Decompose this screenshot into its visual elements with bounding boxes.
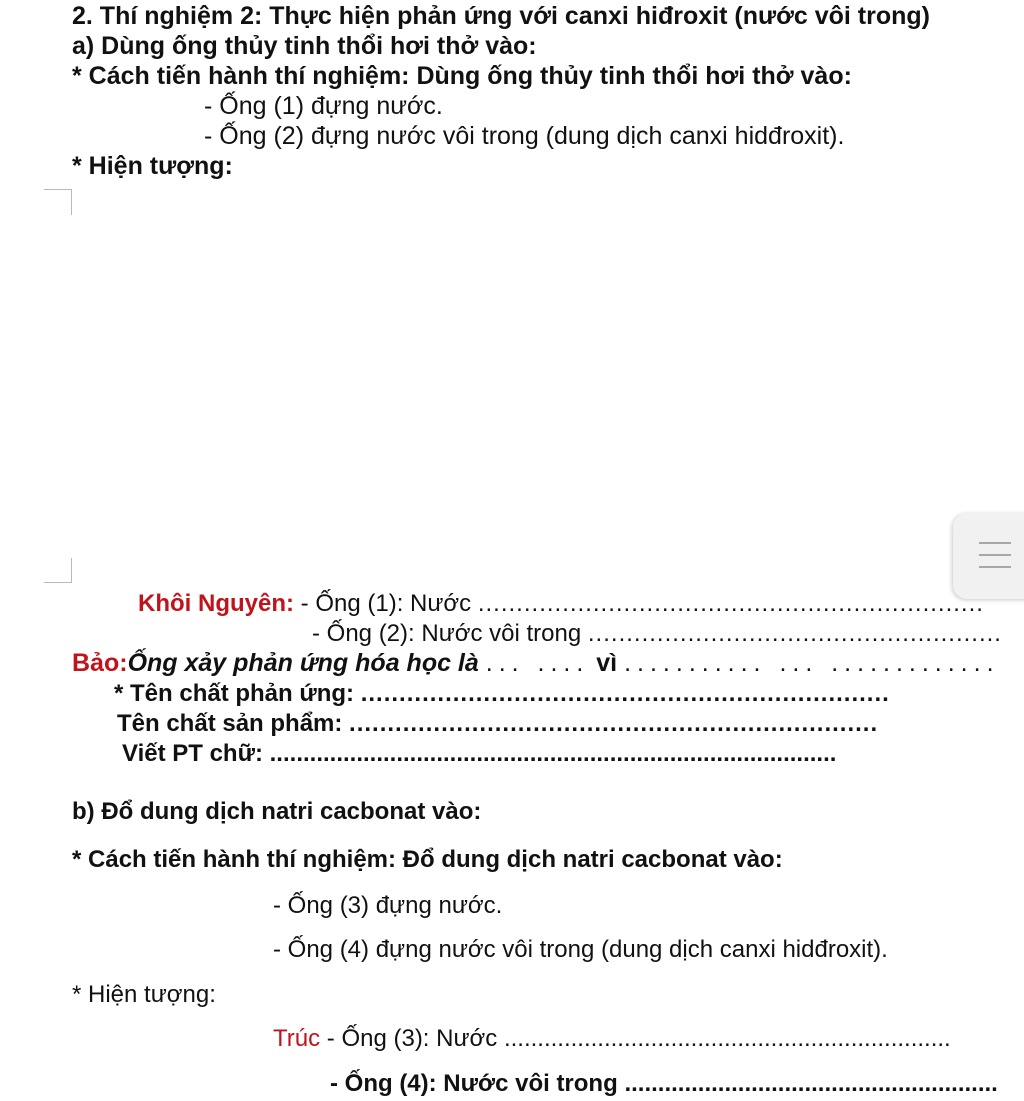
answer-tube-3-line (273, 1027, 951, 1051)
part-a-phenomenon-label: * Hiện tượng: (72, 152, 233, 180)
part-b-title: b) Đổ dung dịch natri cacbonat vào: (72, 798, 482, 825)
answer-tubes-1-2 (138, 592, 984, 616)
reactants-label: * Tên chất phản ứng: (114, 680, 355, 707)
author-truc: Trúc (273, 1025, 321, 1052)
answer-tube-1-blank: .................................................................. (477, 590, 984, 617)
bao-dots-1: ... .... (485, 649, 590, 677)
answer-tube-1: - Ống (1): Nước (300, 590, 472, 617)
part-b-phenomenon-label: * Hiện tượng: (72, 981, 216, 1008)
answer-tube-4-blank: ........................................................ (624, 1070, 998, 1097)
page-corner-mark-top (44, 189, 72, 215)
answer-tube-3: - Ống (3): Nước (326, 1025, 498, 1052)
part-b-procedure: * Cách tiến hành thí nghiệm: Đổ dung dịch natri cacbonat vào: (72, 846, 783, 873)
word-equation-blank: ..................................................................................... (269, 740, 837, 767)
bao-because: vì (596, 649, 618, 677)
answer-tube-3-blank: ................................................................... (503, 1025, 951, 1052)
products-label: Tên chất sản phẩm: (117, 710, 343, 737)
products-line (117, 712, 878, 736)
answer-tube-4: - Ống (4): Nước vôi trong (330, 1070, 618, 1097)
author-khoi-nguyen: Khôi Nguyên: (138, 590, 294, 617)
document-lines-icon[interactable] (953, 513, 1024, 599)
part-a-title: a) Dùng ống thủy tinh thổi hơi thở vào: (72, 32, 537, 60)
bao-prompt: Ống xảy phản ứng hóa học là (127, 649, 479, 677)
products-blank: ..................................................................... (349, 710, 879, 737)
bao-answer (72, 651, 1000, 676)
answer-tube-4-line (330, 1072, 998, 1096)
author-bao: Bảo: (72, 649, 128, 677)
tube-1-description: - Ống (1) đựng nước. (204, 92, 443, 120)
part-a-procedure: * Cách tiến hành thí nghiệm: Dùng ống thủy tinh thổi hơi thở vào: (72, 62, 852, 90)
reactants-blank: ..................................................................... (360, 680, 890, 707)
tube-3-description: - Ống (3) đựng nước. (273, 892, 503, 919)
tube-4-description: - Ống (4) đựng nước vôi trong (dung dịch canxi hidđroxit). (273, 936, 888, 963)
answer-tube-2-line (312, 622, 1002, 646)
tube-2-description: - Ống (2) đựng nước vôi trong (dung dịch canxi hidđroxit). (204, 122, 845, 150)
word-equation-label: Viết PT chữ: (122, 740, 263, 767)
bao-dots-2: ........... ... ............. (624, 649, 1000, 677)
word-equation-line (122, 742, 836, 766)
answer-tube-2: - Ống (2): Nước vôi trong (312, 620, 582, 647)
answer-tube-2-blank: ...................................................... (587, 620, 1002, 647)
page-corner-mark-bottom (44, 558, 72, 583)
section-heading: 2. Thí nghiệm 2: Thực hiện phản ứng với canxi hiđroxit (nước vôi trong) (72, 2, 930, 30)
reactants-line (114, 682, 890, 706)
